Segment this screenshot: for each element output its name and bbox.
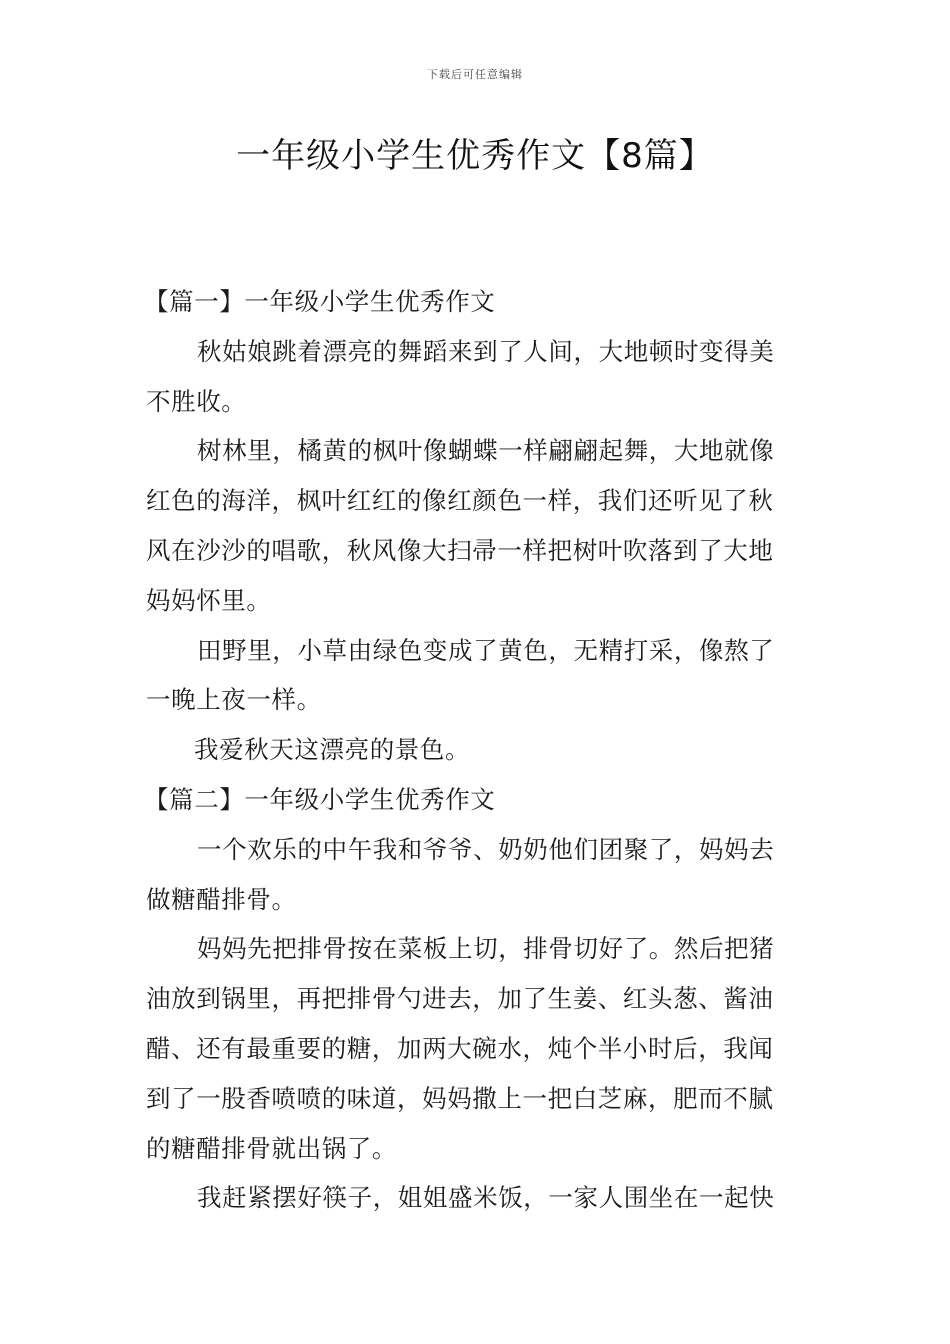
text-line: 秋姑娘跳着漂亮的舞蹈来到了人间，大地顿时变得美 [197,336,775,366]
text-line: 油放到锅里，再把排骨勺进去，加了生姜、红头葱、酱油 [146,984,774,1014]
text-line: 不胜收。 [146,386,247,416]
text-line: 醋、还有最重要的糖，加两大碗水，炖个半小时后，我闻 [146,1033,774,1063]
text-line: 红色的海洋，枫叶红红的像红颜色一样，我们还听见了秋 [146,486,774,516]
text-line: 妈妈先把排骨按在菜板上切，排骨切好了。然后把猪 [197,934,775,964]
text-line: 到了一股香喷喷的味道，妈妈撒上一把白芝麻，肥而不腻 [146,1083,774,1113]
text-line: 我赶紧摆好筷子，姐姐盛米饭，一家人围坐在一起快 [197,1183,775,1213]
text-line: 妈妈怀里。 [146,585,272,615]
document-body [146,277,806,1223]
text-line: 做糖醋排骨。 [146,884,297,914]
text-line: 一晚上夜一样。 [146,685,322,715]
text-line: 【篇二】一年级小学生优秀作文 [144,784,496,814]
text-line: 田野里，小草由绿色变成了黄色，无精打采，像熬了 [197,635,775,665]
text-line: 的糖醋排骨就出锅了。 [146,1133,397,1163]
document-title: 一年级小学生优秀作文【8篇】 [236,136,714,176]
text-line: 一个欢乐的中午我和爷爷、奶奶他们团聚了，妈妈去 [197,834,775,864]
header-note: 下载后可任意编辑 [427,68,523,81]
text-line: 风在沙沙的唱歌，秋风像大扫帚一样把树叶吹落到了大地 [146,535,774,565]
text-line: 树林里，橘黄的枫叶像蝴蝶一样翩翩起舞，大地就像 [197,436,775,466]
text-line: 我爱秋天这漂亮的景色。 [194,735,471,765]
text-line: 【篇一】一年级小学生优秀作文 [144,287,496,316]
